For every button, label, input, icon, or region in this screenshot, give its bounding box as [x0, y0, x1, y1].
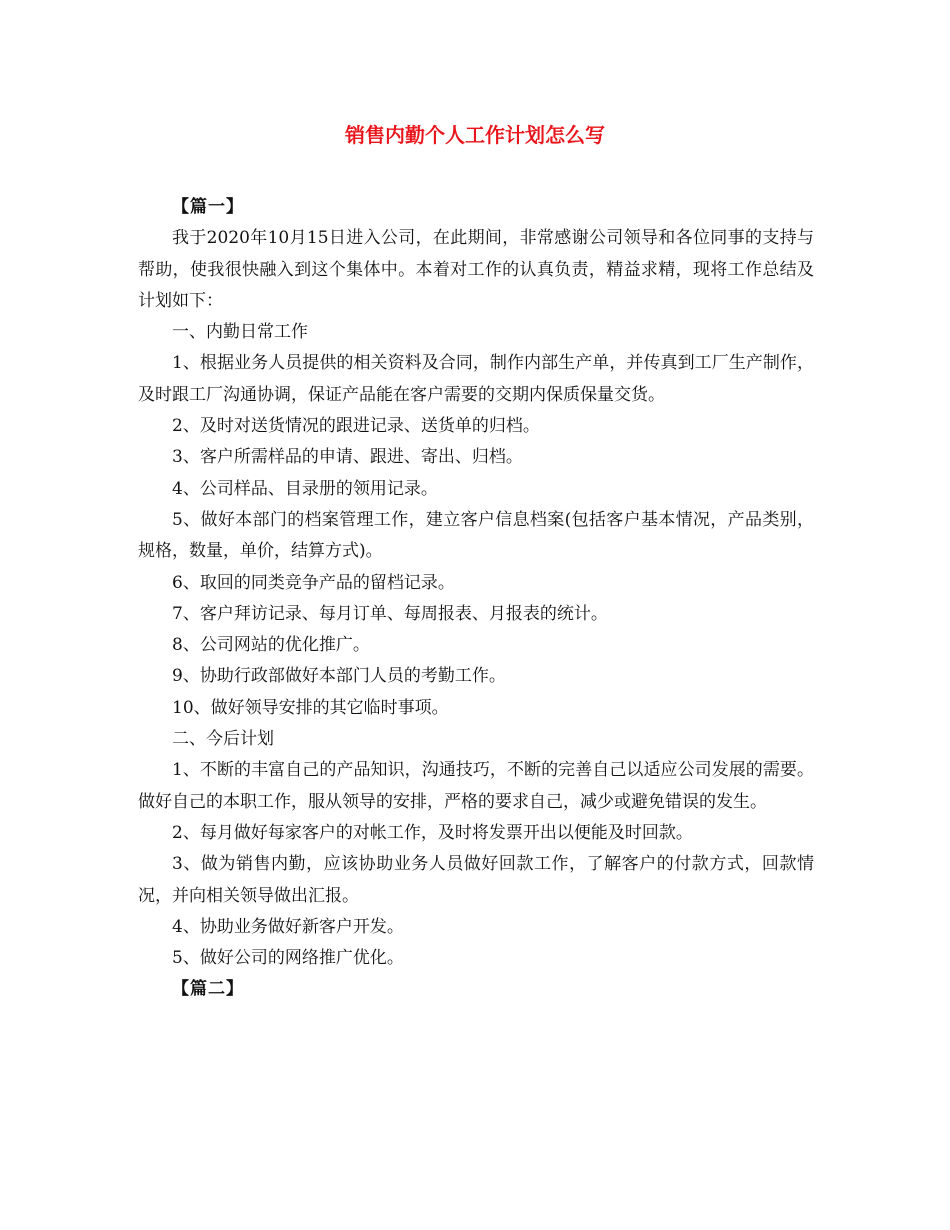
paragraph-intro: 我于2020年10月15日进入公司，在此期间，非常感谢公司领导和各位同事的支持与帮助，使我很快融入到这个集体中。本着对工作的认真负责，精益求精，现将工作总结及计划如下： [138, 228, 814, 311]
document-body [138, 192, 814, 1006]
list-item: 5、做好本部门的档案管理工作，建立客户信息档案(包括客户基本情况，产品类别，规格，数量，单价，结算方式)。 [138, 509, 814, 562]
section-heading-part-two: 【篇二】 [172, 979, 244, 1000]
list-item: 1、不断的丰富自己的产品知识，沟通技巧，不断的完善自己以适应公司发展的需要。做好自己的本职工作，服从领导的安排，严格的要求自己，减少或避免错误的发生。 [138, 760, 814, 812]
list-item: 2、每月做好每家客户的对帐工作，及时将发票开出以便能及时回款。 [172, 822, 693, 843]
section-heading-future-plan: 二、今后计划 [172, 729, 274, 750]
list-item: 10、做好领导安排的其它临时事项。 [172, 697, 449, 718]
list-item: 6、取回的同类竞争产品的留档记录。 [172, 572, 455, 593]
list-item: 3、做为销售内勤，应该协助业务人员做好回款工作，了解客户的付款方式，回款情况，并向相关领导做出汇报。 [138, 854, 814, 906]
list-item: 9、协助行政部做好本部门人员的考勤工作。 [172, 666, 506, 687]
list-item: 8、公司网站的优化推广。 [172, 635, 370, 656]
list-item: 4、协助业务做好新客户开发。 [172, 916, 404, 937]
list-item: 2、及时对送货情况的跟进记录、送货单的归档。 [172, 416, 540, 437]
list-item: 4、公司样品、目录册的领用记录。 [172, 478, 438, 499]
list-item: 1、根据业务人员提供的相关资料及合同，制作内部生产单，并传真到工厂生产制作，及时跟工厂沟通协调，保证产品能在客户需要的交期内保质保量交货。 [138, 353, 814, 405]
list-item: 5、做好公司的网络推广优化。 [172, 948, 404, 969]
list-item: 7、客户拜访记录、每月订单、每周报表、月报表的统计。 [172, 603, 608, 624]
section-heading-part-one: 【篇一】 [172, 197, 244, 217]
list-item: 3、客户所需样品的申请、跟进、寄出、归档。 [172, 447, 523, 468]
document-title: 销售内勤个人工作计划怎么写 [345, 123, 605, 147]
section-heading-daily-work: 一、内勤日常工作 [172, 322, 308, 343]
